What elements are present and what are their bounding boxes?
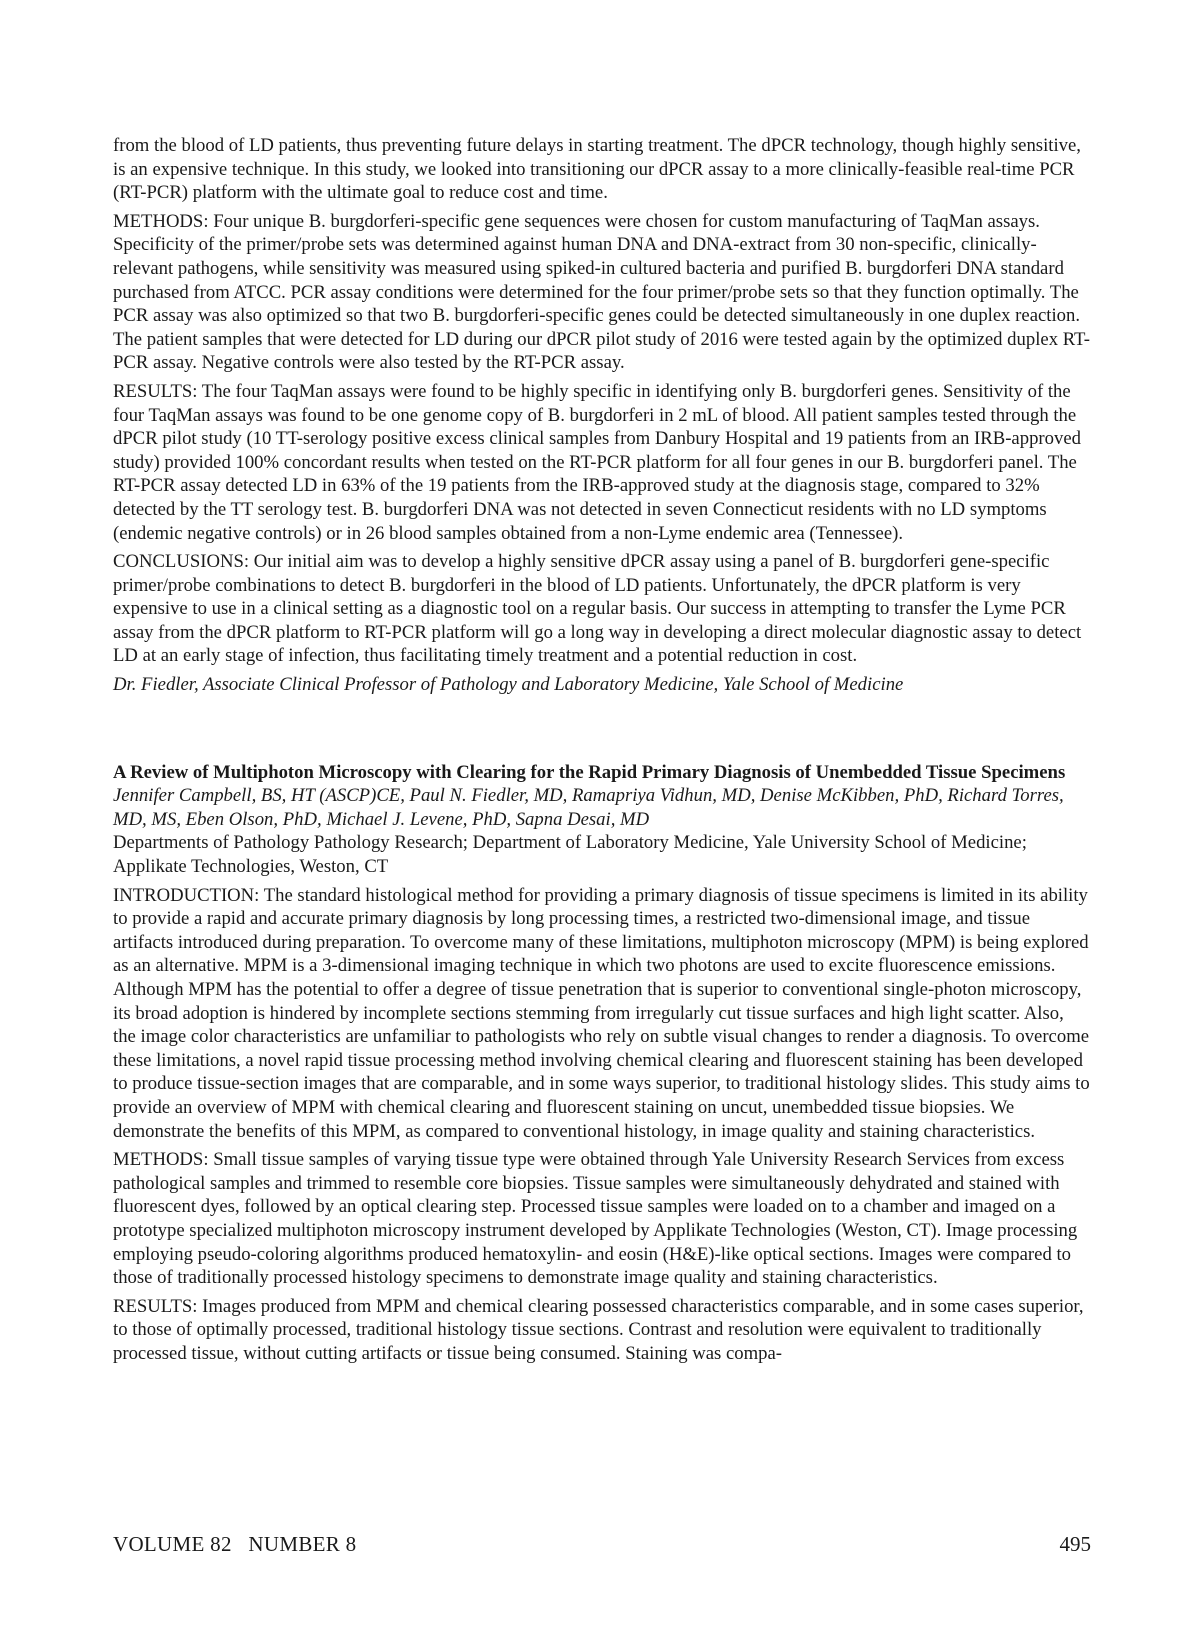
article-title: A Review of Multiphoton Microscopy with Clearing for the Rapid Primary Diagnosis of Unembedded Tissue Specimens	[113, 761, 1066, 783]
previous-intro-continued: from the blood of LD patients, thus preventing future delays in starting treatment. The dPCR technology, though highly sensitive, is an expensive technique. In this study, we looked into transitioning our dPCR assay to a more clinically-feasible real-time PCR (RT-PCR) platform with the ultimate goal to reduce cost and time.	[113, 135, 1081, 204]
previous-conclusions: CONCLUSIONS: Our initial aim was to develop a highly sensitive dPCR assay using a panel of B. burgdorferi gene-specific primer/probe combinations to detect B. burgdorferi in the blood of LD patients. Unfortunately, the dPCR platform is very expensive to use in a clinical setting as a diagnostic tool on a regular basis. Our success in attempting to transfer the Lyme PCR assay from the dPCR platform to RT-PCR platform will go a long way in developing a direct molecular diagnostic assay to detect LD at an early stage of infection, thus facilitating timely treatment and a potential reduction in cost.	[113, 551, 1082, 667]
journal-volume: VOLUME 82 NUMBER 8	[113, 1532, 357, 1556]
article-authors: Jennifer Campbell, BS, HT (ASCP)CE, Paul N. Fiedler, MD, Ramapriya Vidhun, MD, Denise McKibben, PhD, Richard Torres, MD, MS, Eben Olson, PhD, Michael J. Levene, PhD, Sapna Desai, MD	[113, 785, 1064, 830]
previous-signature: Dr. Fiedler, Associate Clinical Professor of Pathology and Laboratory Medicine, Yale School of Medicine	[113, 674, 904, 696]
article-introduction: INTRODUCTION: The standard histological method for providing a primary diagnosis of tissue specimens is limited in its ability to provide a rapid and accurate primary diagnosis by long processing times, a restricted two-dimensional image, and tissue artifacts introduced during preparation. To overcome many of these limitations, multiphoton microscopy (MPM) is being explored as an alternative. MPM is a 3-dimensional imaging technique in which two photons are used to excite fluorescence emissions. Although MPM has the potential to offer a degree of tissue penetration that is superior to conventional single-photon microscopy, its broad adoption is hindered by incomplete sections stemming from irregularly cut tissue surfaces and high light scatter. Also, the image color characteristics are unfamiliar to pathologists who rely on subtle visual changes to render a diagnosis. To overcome these limitations, a novel rapid tissue processing method involving chemical clearing and fluorescent staining has been developed to produce tissue-section images that are comparable, and in some ways superior, to traditional histology slides. This study aims to provide an overview of MPM with chemical clearing and fluorescent staining on uncut, unembedded tissue biopsies. We demonstrate the benefits of this MPM, as compared to conventional histology, in image quality and staining characteristics.	[113, 884, 1090, 1142]
page-number: 495	[1059, 1532, 1091, 1556]
article-results: RESULTS: Images produced from MPM and chemical clearing possessed characteristics comparable, and in some cases superior, to those of optimally processed, traditional histology tissue sections. Contrast and resolution were equivalent to traditionally processed tissue, without cutting artifacts or tissue being consumed. Staining was compa-	[113, 1295, 1084, 1364]
article-affiliations: Departments of Pathology Pathology Research; Department of Laboratory Medicine, Yale University School of Medicine; Applikate Technologies, Weston, CT	[113, 832, 1027, 878]
article-methods: METHODS: Small tissue samples of varying tissue type were obtained through Yale University Research Services from excess pathological samples and trimmed to resemble core biopsies. Tissue samples were simultaneously dehydrated and stained with fluorescent dyes, followed by an optical clearing step. Processed tissue samples were loaded on to a chamber and imaged on a prototype specialized multiphoton microscopy instrument developed by Applikate Technologies (Weston, CT). Image processing employing pseudo-coloring algorithms produced hematoxylin- and eosin (H&E)-like optical sections. Images were compared to those of traditionally processed histology specimens to demonstrate image quality and staining characteristics.	[113, 1149, 1078, 1289]
page-content	[113, 134, 1091, 1371]
previous-results: RESULTS: The four TaqMan assays were found to be highly specific in identifying only B. burgdorferi genes. Sensitivity of the four TaqMan assays was found to be one genome copy of B. burgdorferi in 2 mL of blood. All patient samples tested through the dPCR pilot study (10 TT-serology positive excess clinical samples from Danbury Hospital and 19 patients from an IRB-approved study) provided 100% concordant results when tested on the RT-PCR platform for all four genes in our B. burgdorferi panel. The RT-PCR assay detected LD in 63% of the 19 patients from the IRB-approved study at the diagnosis stage, compared to 32% detected by the TT serology test. B. burgdorferi DNA was not detected in seven Connecticut residents with no LD symptoms (endemic negative controls) or in 26 blood samples obtained from a non-Lyme endemic area (Tennessee).	[113, 380, 1081, 544]
previous-methods: METHODS: Four unique B. burgdorferi-specific gene sequences were chosen for custom manufacturing of TaqMan assays. Specificity of the primer/probe sets was determined against human DNA and DNA-extract from 30 non-specific, clinically-relevant pathogens, while sensitivity was measured using spiked-in cultured bacteria and purified B. burgdorferi DNA standard purchased from ATCC. PCR assay conditions were determined for the four primer/probe sets so that they function optimally. The PCR assay was also optimized so that two B. burgdorferi-specific genes could be detected simultaneously in one duplex reaction. The patient samples that were detected for LD during our dPCR pilot study of 2016 were tested again by the optimized duplex RT-PCR assay. Negative controls were also tested by the RT-PCR assay.	[113, 210, 1090, 374]
